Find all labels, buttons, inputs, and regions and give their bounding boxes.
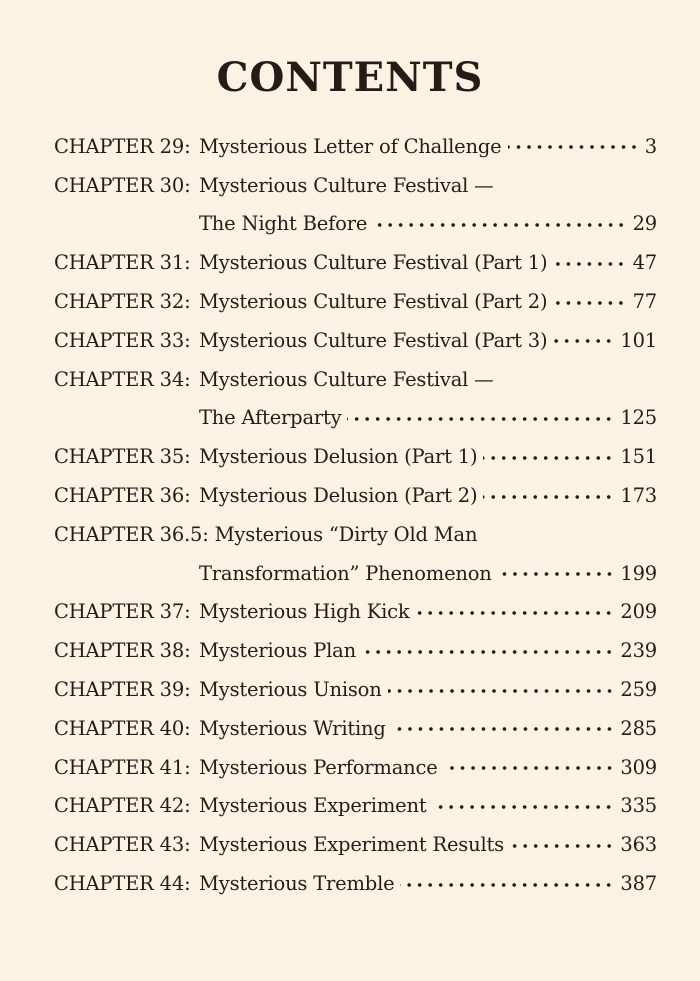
toc-entry[interactable] bbox=[54, 515, 657, 554]
chapter-title-continued: The Night Before bbox=[199, 212, 368, 236]
chapter-number: CHAPTER 38: bbox=[54, 639, 191, 663]
page-number: 209 bbox=[620, 600, 657, 624]
chapter-number: CHAPTER 30: bbox=[54, 173, 191, 197]
chapter-title: Mysterious Unison bbox=[199, 678, 382, 702]
dot-leader bbox=[347, 415, 614, 423]
toc-entry[interactable] bbox=[54, 166, 657, 205]
dot-leader bbox=[483, 493, 614, 501]
page-number: 29 bbox=[632, 212, 657, 236]
dot-leader bbox=[553, 299, 626, 307]
chapter-title: Mysterious Delusion (Part 2) bbox=[199, 484, 478, 508]
chapter-title: Mysterious Culture Festival — bbox=[199, 173, 494, 197]
chapter-number: CHAPTER 44: bbox=[54, 872, 191, 896]
chapter-number: CHAPTER 35: bbox=[54, 445, 191, 469]
toc-entry[interactable] bbox=[54, 127, 657, 166]
chapter-title: Mysterious Culture Festival (Part 1) bbox=[199, 251, 548, 275]
chapter-title: Mysterious Culture Festival — bbox=[199, 367, 494, 391]
toc-entry[interactable] bbox=[54, 593, 657, 632]
dot-leader bbox=[498, 570, 615, 578]
chapter-number: CHAPTER 41: bbox=[54, 755, 191, 779]
dot-leader bbox=[444, 764, 615, 772]
chapter-number: CHAPTER 37: bbox=[54, 600, 191, 624]
page-number: 239 bbox=[620, 639, 657, 663]
chapter-title: Mysterious Culture Festival (Part 2) bbox=[199, 290, 548, 314]
page-number: 47 bbox=[632, 251, 657, 275]
chapter-title-continued: The Afterparty bbox=[199, 406, 342, 430]
chapter-title: Mysterious Experiment bbox=[199, 794, 427, 818]
dot-leader bbox=[362, 648, 614, 656]
chapter-title-continued: Transformation” Phenomenon bbox=[199, 561, 492, 585]
toc-entry[interactable] bbox=[54, 709, 657, 748]
chapter-number: CHAPTER 43: bbox=[54, 833, 191, 857]
chapter-title: Mysterious Performance bbox=[199, 755, 438, 779]
chapter-title: Mysterious Culture Festival (Part 3) bbox=[199, 328, 548, 352]
table-of-contents bbox=[54, 127, 657, 903]
toc-entry[interactable] bbox=[54, 631, 657, 670]
toc-entry[interactable] bbox=[54, 243, 657, 282]
toc-entry[interactable] bbox=[54, 437, 657, 476]
chapter-title: Mysterious Letter of Challenge bbox=[199, 134, 502, 158]
toc-entry[interactable] bbox=[54, 321, 657, 360]
toc-entry[interactable] bbox=[54, 787, 657, 826]
dot-leader bbox=[432, 803, 614, 811]
page-number: 77 bbox=[632, 290, 657, 314]
toc-entry[interactable] bbox=[54, 864, 657, 903]
chapter-number: CHAPTER 29: bbox=[54, 134, 191, 158]
chapter-number: CHAPTER 40: bbox=[54, 716, 191, 740]
toc-entry[interactable] bbox=[54, 282, 657, 321]
chapter-number: CHAPTER 39: bbox=[54, 678, 191, 702]
chapter-number: CHAPTER 36.5: bbox=[54, 522, 209, 546]
dot-leader bbox=[392, 725, 615, 733]
page-number: 125 bbox=[620, 406, 657, 430]
page-number: 285 bbox=[620, 716, 657, 740]
chapter-number: CHAPTER 32: bbox=[54, 290, 191, 314]
toc-entry[interactable] bbox=[54, 748, 657, 787]
page-number: 387 bbox=[620, 872, 657, 896]
chapter-title: Mysterious High Kick bbox=[199, 600, 410, 624]
page-number: 173 bbox=[620, 484, 657, 508]
dot-leader bbox=[388, 687, 615, 695]
page-number: 335 bbox=[620, 794, 657, 818]
page-number: 3 bbox=[644, 134, 657, 158]
page-number: 309 bbox=[620, 755, 657, 779]
toc-entry[interactable] bbox=[54, 476, 657, 515]
page-number: 199 bbox=[620, 561, 657, 585]
chapter-title: Mysterious Writing bbox=[199, 716, 386, 740]
toc-entry[interactable] bbox=[54, 360, 657, 399]
toc-entry[interactable] bbox=[54, 670, 657, 709]
chapter-number: CHAPTER 36: bbox=[54, 484, 191, 508]
dot-leader bbox=[400, 881, 614, 889]
page-number: 259 bbox=[620, 678, 657, 702]
dot-leader bbox=[510, 842, 614, 850]
chapter-title: Mysterious “Dirty Old Man bbox=[214, 522, 478, 546]
page-number: 363 bbox=[620, 833, 657, 857]
chapter-title: Mysterious Tremble bbox=[199, 872, 395, 896]
chapter-title: Mysterious Delusion (Part 1) bbox=[199, 445, 478, 469]
chapter-title: Mysterious Experiment Results bbox=[199, 833, 504, 857]
toc-entry[interactable] bbox=[54, 825, 657, 864]
dot-leader bbox=[553, 260, 626, 268]
page-number: 151 bbox=[620, 445, 657, 469]
chapter-title: Mysterious Plan bbox=[199, 639, 356, 663]
dot-leader bbox=[553, 337, 614, 345]
page-number: 101 bbox=[620, 328, 657, 352]
chapter-number: CHAPTER 31: bbox=[54, 251, 191, 275]
toc-entry-continuation[interactable] bbox=[54, 399, 657, 438]
toc-entry-continuation[interactable] bbox=[54, 554, 657, 593]
toc-entry-continuation[interactable] bbox=[54, 205, 657, 244]
page-title: CONTENTS bbox=[216, 54, 484, 101]
dot-leader bbox=[508, 143, 639, 151]
dot-leader bbox=[483, 454, 614, 462]
dot-leader bbox=[415, 609, 614, 617]
chapter-number: CHAPTER 33: bbox=[54, 328, 191, 352]
chapter-number: CHAPTER 34: bbox=[54, 367, 191, 391]
dot-leader bbox=[373, 221, 626, 229]
chapter-number: CHAPTER 42: bbox=[54, 794, 191, 818]
